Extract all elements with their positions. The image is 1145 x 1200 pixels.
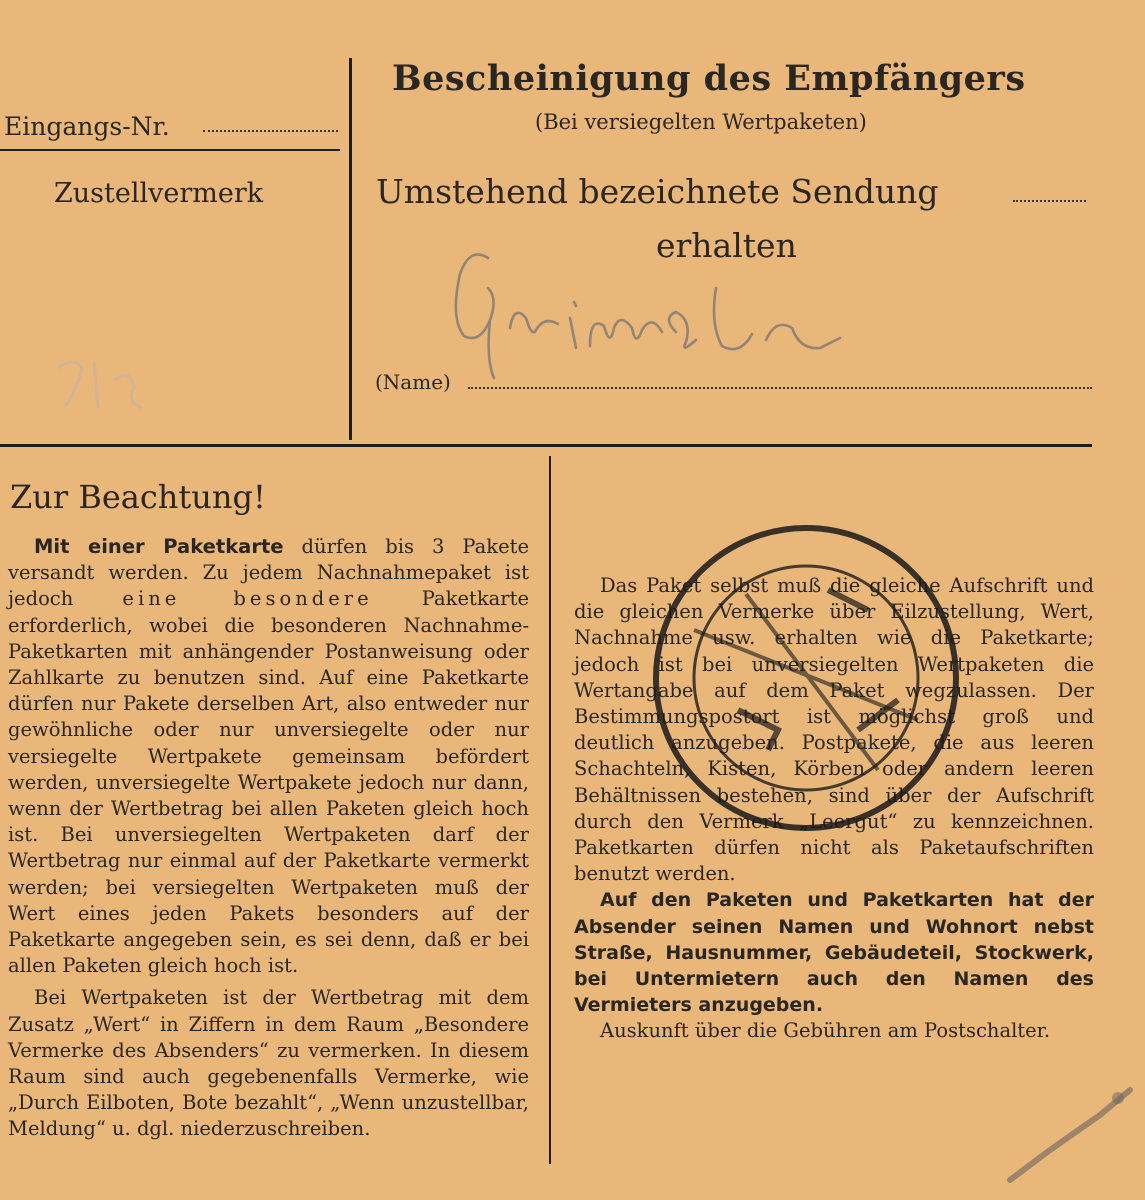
- notice-paragraph-3: Das Paket selbst muß die gleiche Aufschrift und die gleichen Vermerke über Eilzustellung, Wert, Nachnahme usw. erhalten wie die Paketkarte; jedoch ist bei unversiegelten Wertpaketen die Wertangabe auf dem Paket wegzulassen. Der Bestimmungspostort ist möglichst groß und deutlich anzugeben. Postpakete, die aus leeren Schachteln, Kisten, Körben oder andern leeren Behältnissen bestehen, sind über der Aufschrift durch den Vermerk „Leergut“ zu kennzeichnen. Paketkarten dürfen nicht als Paketaufschriften benutzt werden.: [574, 574, 1094, 886]
- p1-lead: Mit einer: [34, 535, 164, 558]
- notice-paragraph-2: Bei Wertpaketen ist der Wertbetrag mit dem Zusatz „Wert“ in Ziffern in dem Raum „Besondere Vermerke des Absenders“ zu vermerken. In diesem Raum sind auch gegebenenfalls Vermerke, wie „Durch Eilboten, Bote bezahlt“, „Wenn unzustellbar, Meldung“ u. dgl. niederzuschreiben.: [8, 986, 529, 1141]
- ink-blemish: [990, 1070, 1140, 1195]
- notice-left-column: [8, 534, 529, 1143]
- p1-bold-term: Paketkarte: [163, 535, 284, 558]
- notice-paragraph-1: [8, 534, 529, 979]
- postmark-stamp: [628, 500, 988, 860]
- notice-heading: Zur Beachtung!: [10, 478, 266, 516]
- recipient-signature: [440, 228, 860, 398]
- p1-rest: Paketkarte erforderlich, wobei die besonderen Nachnahme-Paketkarten mit anhängender Postanweisung oder Zahlkarte zu benutzen sind. Auf eine Paketkarte dürfen nur Pakete derselben Art, also entweder nur gewöhnliche oder nur unversiegelte oder nur versiegelte Wertpakete gemeinsam befördert werden, unversiegelte Wertpakete jedoch nur dann, wenn der Wertbetrag bei allen Paketen gleich hoch ist. Bei unversiegelten Wertpaketen darf der Wertbetrag nur einmal auf der Paketkarte vermerkt werden; bei versiegelten Wertpaketen muß der Wert eines jeden Pakets besonders auf der Paketkarte angegeben sein, es sei denn, daß er bei allen Paketen gleich hoch ist.: [8, 587, 529, 978]
- shipment-statement-line2: erhalten: [656, 226, 797, 265]
- shipment-statement-line1: Umstehend bezeichnete Sendung: [376, 172, 939, 211]
- shipment-dotted-fill: [1013, 200, 1086, 202]
- notice-paragraph-5: Auskunft über die Gebühren am Postschalter.: [600, 1019, 1051, 1043]
- notice-paragraph-4: Auf den Paketen und Paketkarten hat der Absender seinen Namen und Wohnort nebst Straße, Hausnummer, Gebäudeteil, Stockwerk, bei Untermietern auch den Namen des Vermieters anzugeben.: [574, 889, 1094, 1017]
- p1-mid: dürfen bis 3 Pakete versandt werden. Zu jedem Nachnahmepaket ist jedoch: [8, 535, 530, 611]
- receipt-heading: Bescheinigung des Empfängers: [392, 58, 1026, 99]
- eingangs-underline: [0, 149, 340, 151]
- pencil-mark: [52, 350, 162, 420]
- zustellvermerk-label: Zustellvermerk: [54, 178, 264, 209]
- eingangs-nr-label: Eingangs-Nr.: [4, 112, 170, 141]
- receipt-divider-vertical: [349, 58, 352, 440]
- name-label: (Name): [375, 370, 451, 394]
- notice-column-divider: [549, 456, 551, 1164]
- eingangs-nr-field[interactable]: [203, 130, 338, 132]
- p1-spaced: eine besondere: [122, 587, 373, 611]
- receipt-subheading: (Bei versiegelten Wertpaketen): [535, 110, 867, 134]
- name-field[interactable]: [468, 387, 1092, 389]
- section-divider-horizontal: [0, 444, 1092, 447]
